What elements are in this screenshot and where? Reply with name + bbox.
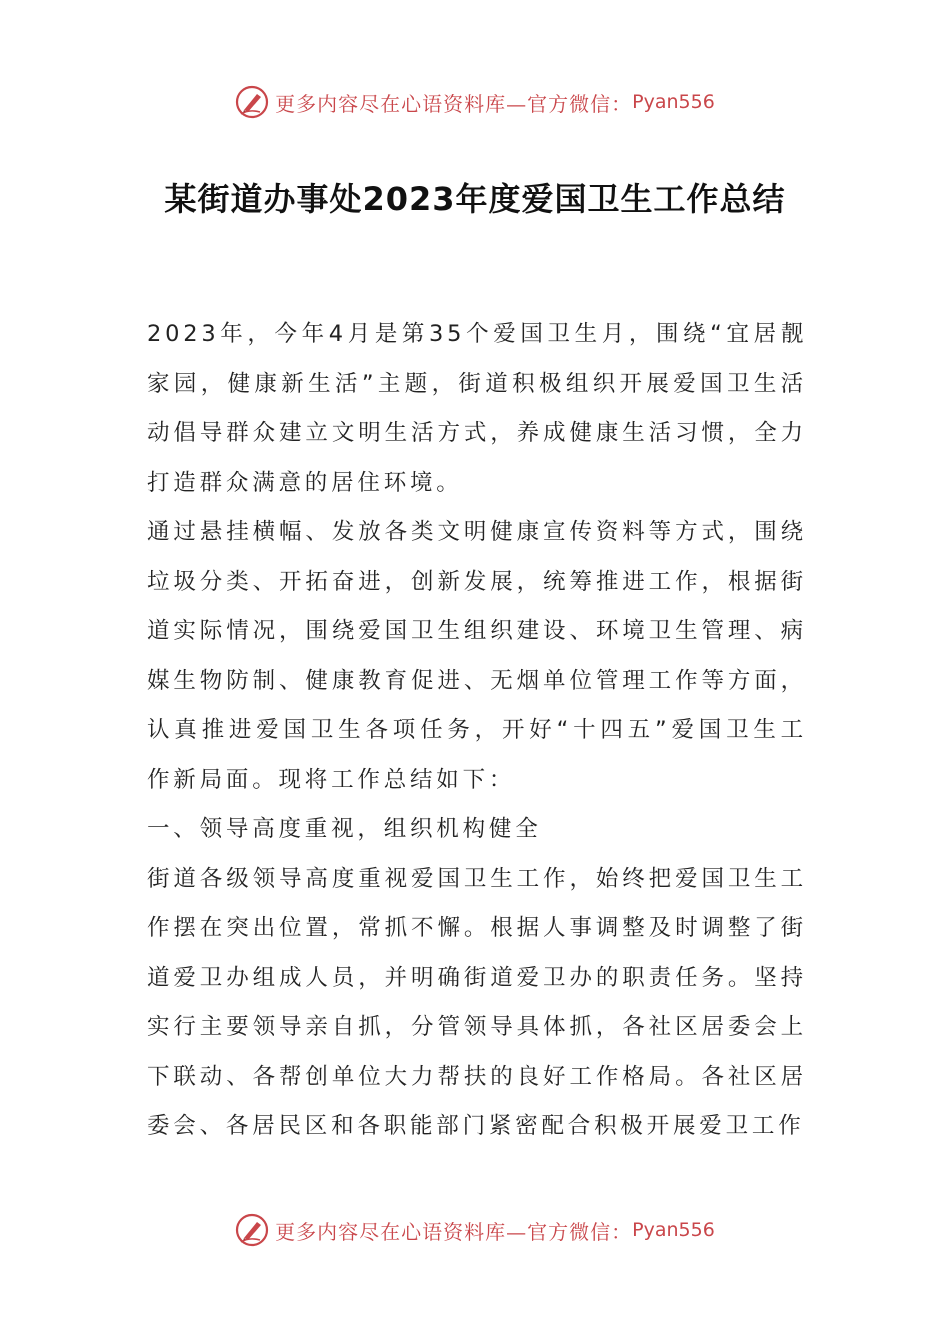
paragraph-leadership: 街道各级领导高度重视爱国卫生工作，始终把爱国卫生工作摆在突出位置，常抓不懈。根据人事调整及时调整了街道爱卫办组成人员，并明确街道爱卫办的职责任务。坚持实行主要领导亲自抓，分管领导具体抓，各社区居委会上下联动、各帮创单位大力帮扶的良好工作格局。各社区居委会、各居民区和各职能部门紧密配合积极开展爱卫工作 (147, 865, 807, 1139)
watermark-wechat-id: Pyan556 (632, 91, 715, 113)
paragraph-methods: 通过悬挂横幅、发放各类文明健康宣传资料等方式，围绕垃圾分类、开拓奋进，创新发展，统筹推进工作，根据街道实际情况，围绕爱国卫生组织建设、环境卫生管理、病媒生物防制、健康教育促进、无烟单位管理工作等方面，认真推进爱国卫生各项任务，开好“十四五”爱国卫生工作新局面。现将工作总结如下： (147, 519, 807, 793)
paragraph-intro: 2023年，今年4月是第35个爱国卫生月，围绕“宜居靓家园，健康新生活”主题，街道积极组织开展爱国卫生活动倡导群众建立文明生活方式，养成健康生活习惯，全力打造群众满意的居住环境。 (147, 321, 807, 496)
pen-logo-icon (235, 1213, 269, 1247)
watermark-text: 更多内容尽在心语资料库—官方微信： (275, 91, 633, 116)
section-heading-1: 一、领导高度重视，组织机构健全 (147, 816, 542, 842)
watermark-footer (0, 1208, 950, 1252)
pen-logo-icon (235, 85, 269, 119)
watermark-text: 更多内容尽在心语资料库—官方微信： (275, 1219, 633, 1244)
document-body (147, 310, 807, 1152)
watermark-header (0, 80, 950, 124)
watermark-wechat-id: Pyan556 (632, 1219, 715, 1241)
document-title: 某街道办事处2023年度爱国卫生工作总结 (164, 180, 786, 218)
